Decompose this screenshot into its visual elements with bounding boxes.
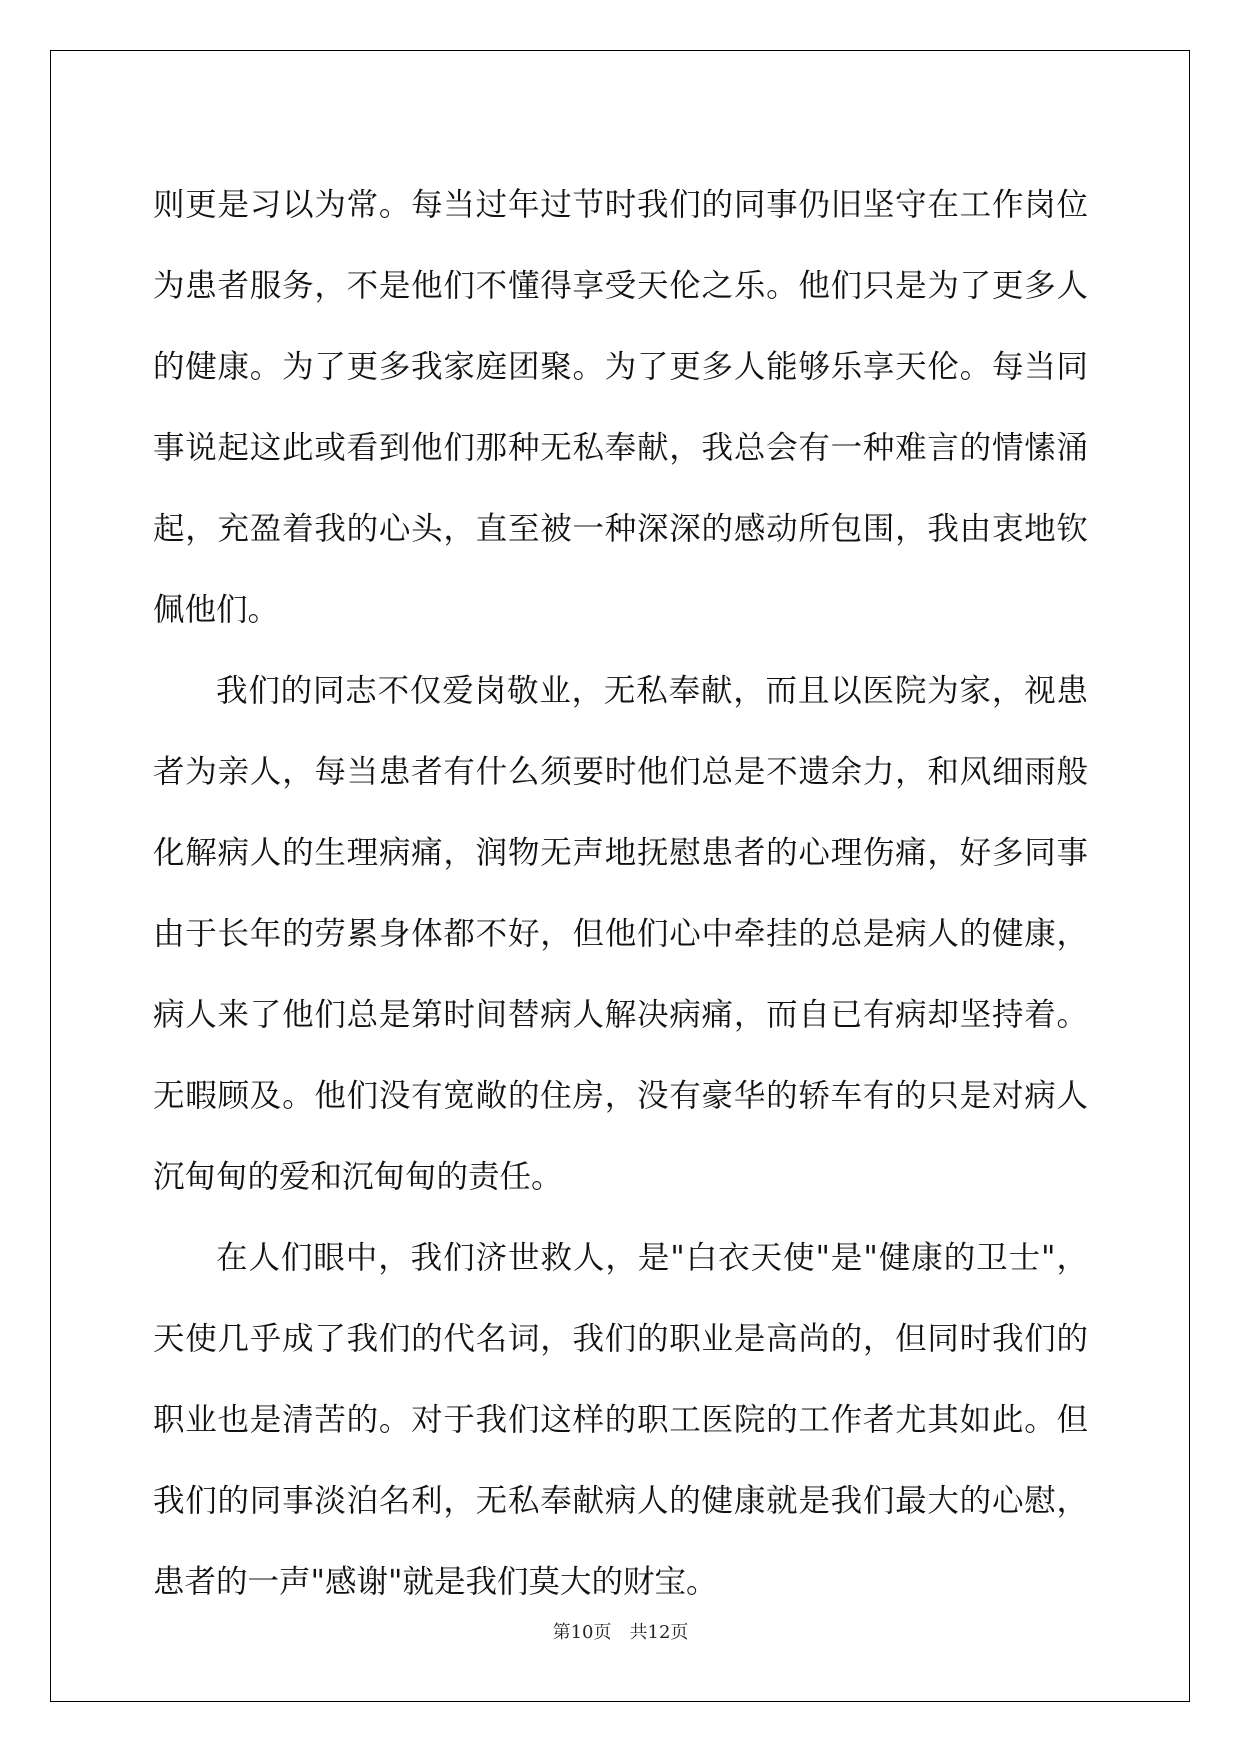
paragraph-1: 则更是习以为常。每当过年过节时我们的同事仍旧坚守在工作岗位为患者服务，不是他们不懂得享受天伦之乐。他们只是为了更多人的健康。为了更多我家庭团聚。为了更多人能够乐享天伦。每当同事说起这此或看到他们那种无私奉献，我总会有一种难言的情愫涌起，充盈着我的心头，直至被一种深深的感动所包围，我由衷地钦佩他们。 — [153, 187, 1088, 628]
total-pages: 共12页 — [629, 1622, 689, 1643]
page-footer — [0, 1618, 1241, 1644]
current-page-number: 第10页 — [552, 1622, 612, 1643]
paragraph-3: 在人们眼中，我们济世救人，是"白衣天使"是"健康的卫士"，天使几乎成了我们的代名词，我们的职业是高尚的，但同时我们的职业也是清苦的。对于我们这样的职工医院的工作者尤其如此。但我们的同事淡泊名利，无私奉献病人的健康就是我们最大的心慰，患者的一声"感谢"就是我们莫大的财宝。 — [153, 1240, 1088, 1600]
document-body — [153, 165, 1088, 1623]
paragraph-2: 我们的同志不仅爱岗敬业，无私奉献，而且以医院为家，视患者为亲人，每当患者有什么须要时他们总是不遗余力，和风细雨般化解病人的生理病痛，润物无声地抚慰患者的心理伤痛，好多同事由于长年的劳累身体都不好，但他们心中牵挂的总是病人的健康，病人来了他们总是第时间替病人解决病痛，而自已有病却坚持着。无暇顾及。他们没有宽敞的住房，没有豪华的轿车有的只是对病人沉甸甸的爱和沉甸甸的责任。 — [153, 673, 1088, 1195]
